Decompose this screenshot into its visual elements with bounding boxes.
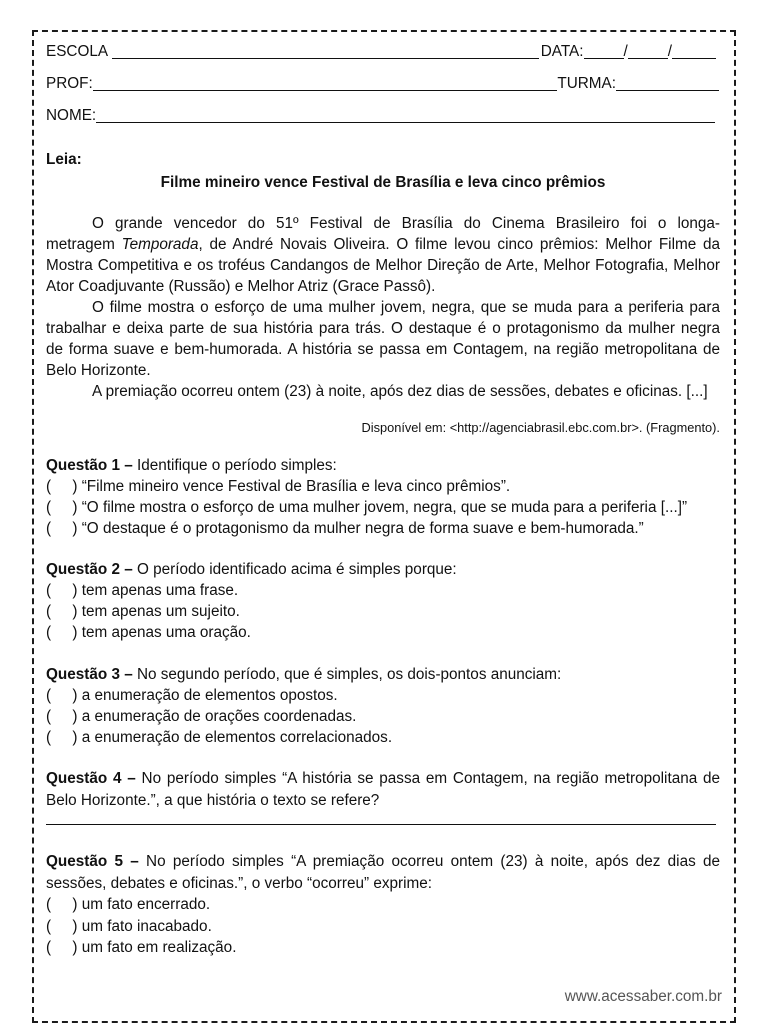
paragraph-2-line-1: O filme mostra o esforço de uma mulher jovem, negra, que se muda para a periferia para	[92, 299, 720, 316]
film-title: Temporada	[121, 236, 199, 253]
paragraph-3: A premiação ocorreu ontem (23) à noite, após dez dias de sessões, debates e oficinas. [...]	[92, 383, 708, 400]
answer-box: ( )	[46, 624, 78, 641]
question-1-option	[46, 476, 720, 497]
answer-box: ( )	[46, 499, 78, 516]
option-text: um fato em realização.	[81, 939, 237, 956]
name-label: NOME:	[46, 107, 97, 124]
paragraph-2-line-2: trabalhar e deixa parte de sua história para trás. O destaque é o protagonismo da mulher negra	[46, 320, 720, 337]
paragraph-2-line-3: de forma suave e bem-humorada. A história se passa em Contagem, na região metropolitana de	[46, 341, 720, 358]
question-3-option	[46, 727, 720, 748]
option-text: “Filme mineiro vence Festival de Brasília e leva cinco prêmios”.	[81, 478, 511, 495]
question-5	[46, 851, 720, 959]
footer-website: www.acessaber.com.br	[564, 988, 722, 1005]
option-text: tem apenas uma frase.	[81, 582, 239, 599]
date-separator: /	[667, 43, 672, 60]
option-text: tem apenas uma oração.	[81, 624, 251, 641]
question-5-option	[46, 894, 720, 916]
article-text	[46, 213, 720, 402]
answer-box: ( )	[46, 687, 78, 704]
answer-box: ( )	[46, 896, 78, 913]
answer-box: ( )	[46, 917, 78, 935]
question-5-heading-line-1	[46, 851, 720, 873]
paragraph-1-line-2-start: metragem	[46, 236, 122, 253]
question-3-option	[46, 706, 720, 727]
teacher-blank	[93, 73, 558, 91]
answer-box: ( )	[46, 478, 78, 495]
question-1-heading	[46, 455, 720, 476]
question-1	[46, 455, 720, 539]
class-label: TURMA:	[557, 75, 616, 92]
question-1-option	[46, 518, 720, 539]
option-text: “O destaque é o protagonismo da mulher negra de forma suave e bem-humorada.”	[81, 520, 644, 537]
name-blank	[96, 105, 715, 123]
paragraph-1-line-1: O grande vencedor do 51º Festival de Brasília do Cinema Brasileiro foi o longa-	[92, 215, 720, 232]
answer-box: ( )	[46, 603, 78, 620]
answer-box: ( )	[46, 939, 78, 956]
date-label: DATA:	[540, 43, 584, 60]
question-3-label: Questão 3 –	[46, 666, 133, 683]
question-4-answer-line	[46, 824, 716, 825]
question-2-label: Questão 2 –	[46, 561, 133, 578]
question-5-prompt-line-1: No período simples “A premiação ocorreu ontem (23) à noite, após dez dias de	[146, 853, 720, 870]
question-1-option	[46, 497, 720, 518]
question-2-option	[46, 601, 720, 622]
question-5-option	[46, 916, 720, 938]
option-text: a enumeração de elementos opostos.	[81, 687, 338, 704]
answer-box: ( )	[46, 520, 78, 537]
answer-box: ( )	[46, 582, 78, 599]
question-4-heading-line-1	[46, 768, 720, 790]
date-separator: /	[623, 43, 628, 60]
paragraph-1-line-2-end: , de André Novais Oliveira. O filme levou cinco prêmios: Melhor Filme da	[198, 236, 720, 253]
header-row-name	[46, 105, 715, 126]
class-blank	[616, 73, 719, 91]
question-5-prompt-line-2: sessões, debates e oficinas.”, o verbo “ocorreu” exprime:	[46, 874, 432, 892]
header-row-school-date	[46, 41, 716, 62]
paragraph-1-line-4: Ator Coadjuvante (Russão) e Melhor Atriz (Grace Passô).	[46, 278, 436, 295]
option-text: a enumeração de elementos correlacionados.	[81, 729, 393, 746]
school-label: ESCOLA	[46, 43, 109, 60]
school-blank	[112, 41, 539, 59]
question-3-prompt: No segundo período, que é simples, os dois-pontos anunciam:	[136, 666, 562, 683]
option-text: “O filme mostra o esforço de uma mulher jovem, negra, que se muda para a periferia [...]”	[81, 499, 688, 516]
question-1-label: Questão 1 –	[46, 457, 133, 474]
date-day-blank	[584, 41, 624, 59]
source-citation: Disponível em: <http://agenciabrasil.ebc.com.br>. (Fragmento).	[361, 420, 720, 435]
question-2-heading	[46, 559, 720, 580]
question-4	[46, 768, 720, 812]
question-1-prompt: Identifique o período simples:	[136, 457, 337, 474]
option-text: tem apenas um sujeito.	[81, 603, 240, 620]
header-row-teacher-class	[46, 73, 719, 94]
reading-label: Leia:	[46, 151, 82, 168]
question-3-option	[46, 685, 720, 706]
question-4-label: Questão 4 –	[46, 770, 136, 787]
date-year-blank	[672, 41, 716, 59]
question-3-heading	[46, 664, 720, 685]
question-2	[46, 559, 720, 643]
article-title: Filme mineiro vence Festival de Brasília e leva cinco prêmios	[160, 174, 606, 191]
option-text: a enumeração de orações coordenadas.	[81, 708, 357, 725]
answer-box: ( )	[46, 729, 78, 746]
question-4-prompt-line-2: Belo Horizonte.”, a que história o texto se refere?	[46, 792, 380, 809]
question-4-prompt-line-1: No período simples “A história se passa em Contagem, na região metropolitana de	[141, 770, 720, 787]
option-text: um fato encerrado.	[81, 896, 211, 913]
question-3	[46, 664, 720, 748]
question-2-option	[46, 622, 720, 643]
question-2-option	[46, 580, 720, 601]
date-month-blank	[628, 41, 668, 59]
paragraph-1-line-3: Mostra Competitiva e os troféus Candangos de Melhor Direção de Arte, Melhor Fotografia, Melhor	[46, 257, 720, 274]
paragraph-2-line-4: Belo Horizonte.	[46, 362, 151, 379]
question-5-option	[46, 937, 720, 959]
paragraph-1-line-2	[46, 234, 720, 255]
teacher-label: PROF:	[46, 75, 93, 92]
answer-box: ( )	[46, 708, 78, 725]
question-5-label: Questão 5 –	[46, 853, 139, 870]
question-2-prompt: O período identificado acima é simples porque:	[136, 561, 457, 578]
option-text: um fato inacabado.	[81, 917, 212, 935]
